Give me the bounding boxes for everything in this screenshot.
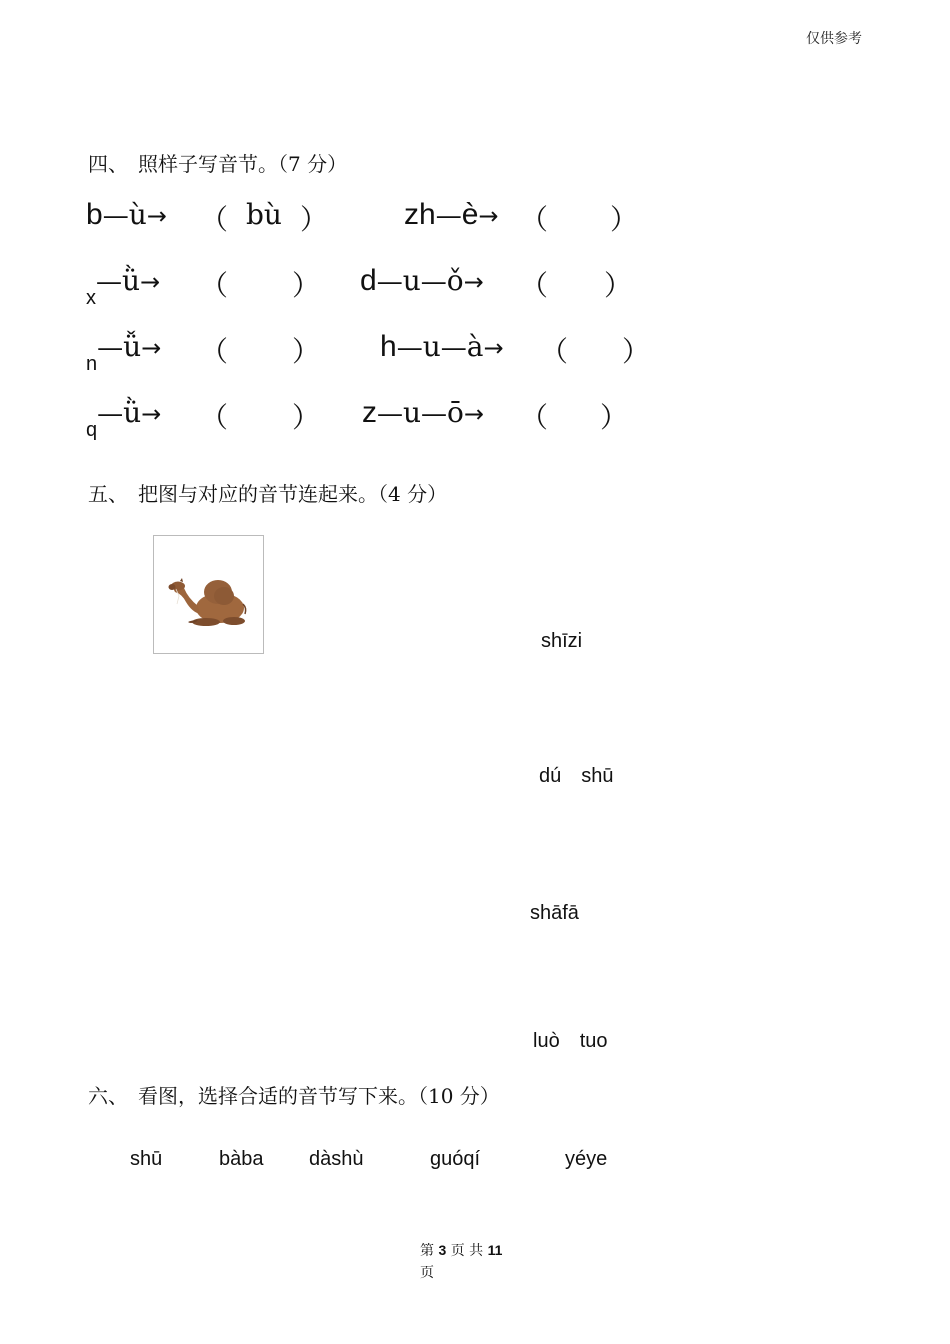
syllable-option[interactable]: shīzi [541,630,583,652]
syllable-choice: bàba [219,1148,264,1170]
final: ù [128,198,147,231]
final: ǒ [446,264,464,297]
dash: — [420,267,447,297]
syllable-option[interactable]: luò tuo [533,1030,608,1052]
final: ǜ [123,396,142,429]
arrow-icon: → [463,268,484,296]
final: ǜ [122,264,141,297]
example-row-3-right [380,332,504,362]
example-row-3-left [86,330,162,375]
medial: u [403,396,422,429]
arrow-icon: → [478,202,499,230]
paren-open: （ [200,401,229,434]
reference-note: 仅供参考 [806,31,862,47]
dash: — [97,333,124,363]
paren-open: （ [540,335,569,368]
arrow-icon: → [140,268,161,296]
paren-open: （ [200,335,229,368]
dash: — [376,267,403,297]
example-row-1-right [404,200,498,230]
paren-close: ） [610,203,639,236]
syllable-choice: yéye [565,1148,608,1170]
paren-close: ） [292,269,321,302]
final: ǚ [123,330,142,363]
example-row-1-left [86,200,167,230]
dash: — [97,399,124,429]
footer-mid: 页 共 [450,1243,484,1259]
initial: zh [404,198,436,231]
paren-close: ） [300,203,329,236]
syllable-choice: shū [130,1148,163,1170]
arrow-icon: → [146,202,167,230]
dash: — [96,267,122,297]
example-row-2-right [360,266,484,296]
dash: — [421,399,448,429]
arrow-icon: → [141,334,162,362]
dash: — [102,201,129,231]
initial: x [86,287,96,309]
paren-open: （ [520,203,549,236]
initial: q [86,419,98,441]
syllable-choice: dàshù [309,1148,364,1170]
section-5-title: 五、 把图与对应的音节连起来。（4 分） [88,482,448,506]
dash: — [435,201,462,231]
medial: u [402,264,421,297]
camel-icon [154,536,263,653]
final: è [461,198,479,231]
arrow-icon: → [463,400,485,428]
example-row-2-left [86,264,161,309]
footer-suffix: 页 [420,1265,434,1281]
image-caption [156,537,157,542]
paren-close: ） [604,269,633,302]
paren-close: ） [292,401,321,434]
example-answer: bù [246,198,282,231]
example-row-4-right [362,398,484,428]
arrow-icon: → [483,334,504,362]
syllable-choice: guóqí [430,1148,481,1170]
footer-prefix: 第 [420,1243,434,1259]
initial: d [360,264,377,297]
initial: z [362,396,377,429]
total-pages: 11 [487,1242,503,1258]
paren-close: ） [292,335,321,368]
page-number: 3 [438,1242,447,1258]
arrow-icon: → [141,400,162,428]
initial: h [380,330,397,363]
example-row-4-left [86,396,162,441]
camel-image [153,535,264,654]
syllable-option[interactable]: dú shū [539,765,614,787]
paren-open: （ [520,401,549,434]
paren-close: ） [600,401,629,434]
syllable-option[interactable]: shāfā [530,902,579,924]
dash: — [440,333,467,363]
section-4-title: 四、 照样子写音节。（7 分） [88,152,348,176]
final: à [466,330,484,363]
section-6-title: 六、 看图，选择合适的音节写下来。（10 分） [88,1084,500,1108]
paren-close: ） [622,335,651,368]
initial: n [86,353,98,375]
dash: — [396,333,423,363]
paren-open: （ [200,269,229,302]
dash: — [377,399,403,429]
medial: u [422,330,441,363]
paren-open: （ [520,269,549,302]
final: ō [447,396,464,429]
initial: b [86,198,103,231]
paren-open: （ [200,203,229,236]
page-footer [420,1240,502,1260]
